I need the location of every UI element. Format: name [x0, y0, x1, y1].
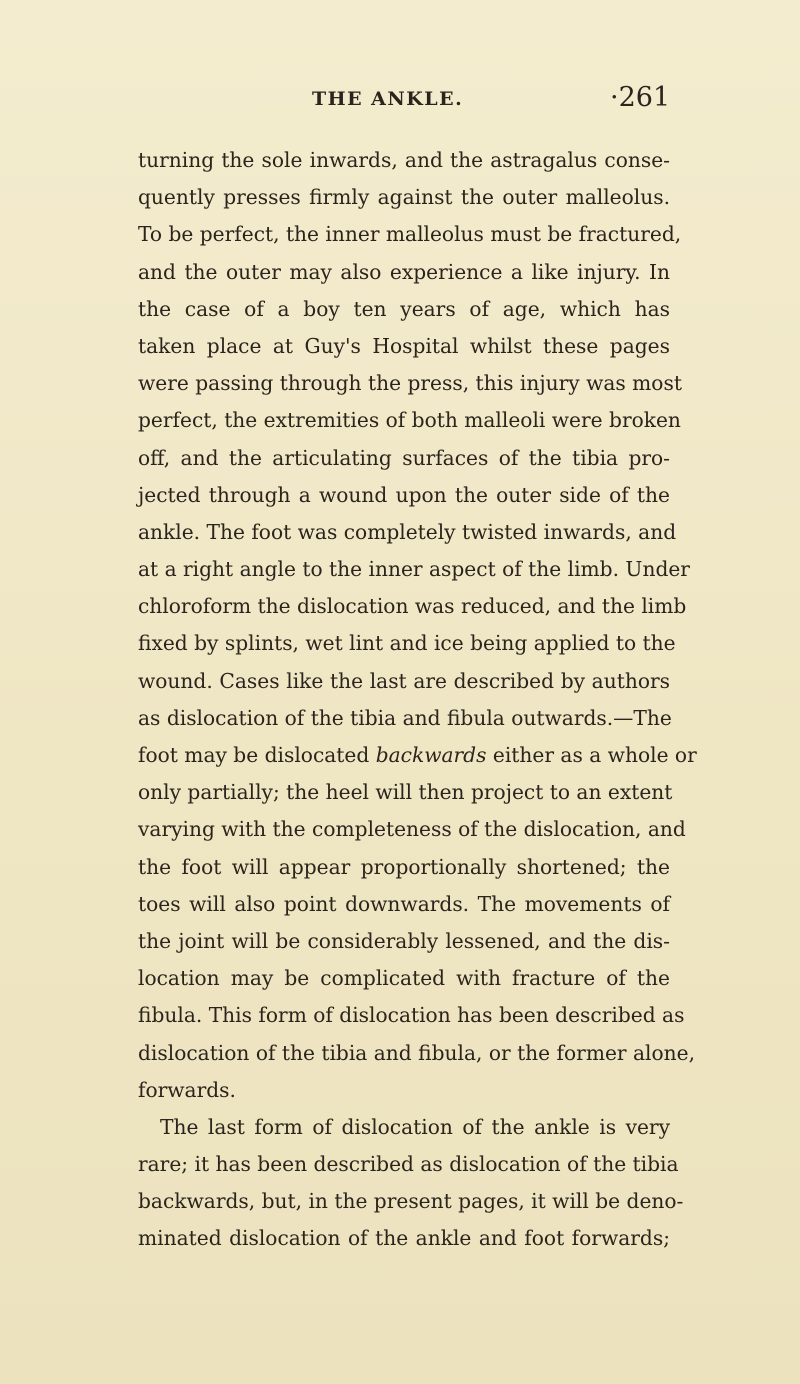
text-line: quently presses firmly against the outer malleolus. — [138, 185, 670, 210]
text-line: were passing through the press, this injury was most — [138, 371, 682, 396]
text-line-paragraph-start: The last form of dislocation of the ankle is very — [160, 1114, 670, 1139]
text-line: location may be complicated with fracture of the — [138, 966, 670, 991]
text-segment: foot may be dislocated — [138, 743, 370, 767]
running-head — [0, 82, 800, 122]
text-line: ankle. The foot was completely twisted inwards, and — [138, 519, 677, 544]
text-line: minated dislocation of the ankle and foot forwards; — [138, 1226, 670, 1251]
text-line: rare; it has been described as dislocation of the tibia — [138, 1152, 679, 1177]
text-line: off, and the articulating surfaces of the tibia pro- — [138, 445, 670, 470]
text-line: toes will also point downwards. The movements of — [138, 891, 670, 916]
text-line: the foot will appear proportionally shortened; the — [138, 854, 670, 879]
text-line: the case of a boy ten years of age, which has — [138, 296, 670, 321]
text-line: turning the sole inwards, and the astragalus conse- — [138, 148, 670, 172]
text-line: at a right angle to the inner aspect of the limb. Under — [138, 557, 690, 582]
text-line: taken place at Guy's Hospital whilst these pages — [138, 333, 670, 358]
text-line: perfect, the extremities of both malleoli were broken — [138, 408, 681, 433]
text-line-with-emphasis — [138, 737, 697, 774]
text-line: To be perfect, the inner malleolus must be fractured, — [138, 222, 682, 247]
page-number: ·261 — [610, 82, 671, 113]
text-line-paragraph-end: forwards. — [138, 1077, 236, 1102]
text-line: dislocation of the tibia and fibula, or the former alone, — [138, 1040, 695, 1065]
text-line: as dislocation of the tibia and fibula outwards.—The — [138, 705, 672, 730]
text-line: wound. Cases like the last are described by authors — [138, 668, 670, 693]
text-line: the joint will be considerably lessened, and the dis- — [138, 928, 670, 953]
text-line: jected through a wound upon the outer side of the — [138, 482, 670, 507]
text-segment: either as a whole or — [492, 743, 697, 767]
emphasized-word: backwards — [375, 743, 487, 767]
text-line: fixed by splints, wet lint and ice being applied to the — [138, 631, 676, 656]
text-line: varying with the completeness of the dislocation, and — [138, 817, 686, 842]
running-title: THE ANKLE. — [312, 88, 464, 110]
body-text — [138, 142, 697, 1258]
text-line: fibula. This form of dislocation has been described as — [138, 1003, 685, 1028]
text-line: and the outer may also experience a like injury. In — [138, 259, 670, 284]
text-line: chloroform the dislocation was reduced, and the limb — [138, 594, 687, 619]
text-line: only partially; the heel will then project to an extent — [138, 780, 673, 805]
text-line: backwards, but, in the present pages, it will be deno- — [138, 1189, 684, 1214]
